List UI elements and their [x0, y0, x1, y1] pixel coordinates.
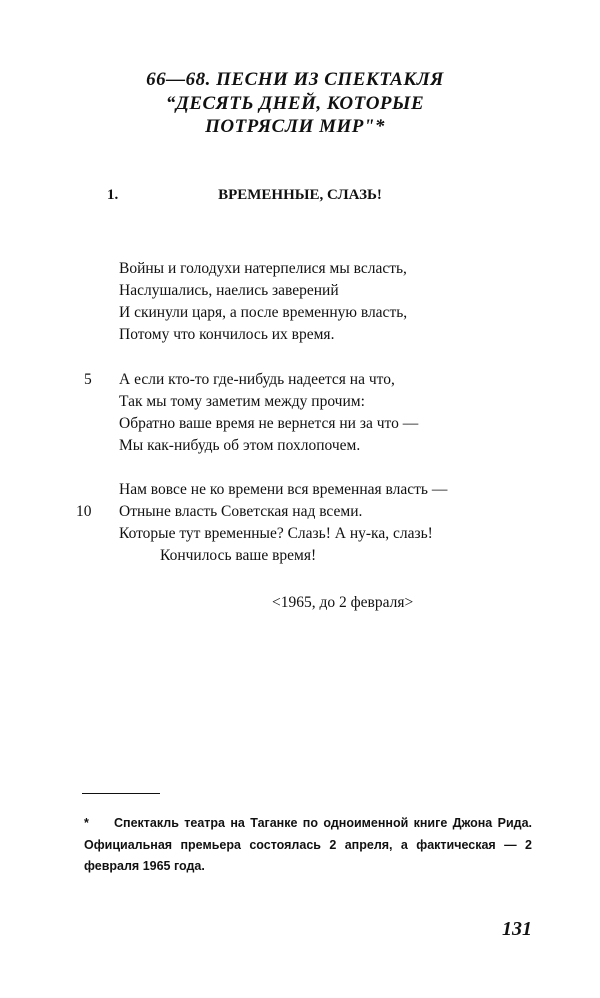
title-line: 66—68. ПЕСНИ ИЗ СПЕКТАКЛЯ — [146, 69, 444, 90]
poem-line: Отныне власть Советская над всеми. — [119, 503, 363, 520]
poem-line: А если кто-то где-нибудь надеется на что, — [119, 371, 395, 388]
footnote — [84, 813, 532, 878]
footnote-marker: * — [84, 816, 89, 830]
poem-line: Войны и голодухи натерпелися мы всласть, — [119, 260, 407, 277]
poem-line: Мы как-нибудь об этом похлопочем. — [119, 437, 361, 454]
poem-line: Потому что кончилось их время. — [119, 326, 335, 343]
poem-line: Обратно ваше время не вернется ни за что — — [119, 415, 419, 432]
poem-date: <1965, до 2 февраля> — [272, 594, 414, 611]
footnote-divider — [82, 793, 160, 794]
poem-line: Которые тут временные? Слазь! А ну-ка, слазь! — [119, 525, 433, 542]
poem-line: И скинули царя, а после временную власть, — [119, 304, 408, 321]
poem-line: Нам вовсе не ко времени вся временная власть — — [119, 481, 448, 498]
footnote-text: Спектакль театра на Таганке по одноименной книге Джона Рида. Официальная премьера состоялась 2 апреля, а фактическая — 2 февраля 1965 года. — [84, 816, 532, 873]
title-line: “ДЕСЯТЬ ДНЕЙ, КОТОРЫЕ — [165, 92, 425, 114]
page-number: 131 — [502, 918, 532, 940]
poem-line: Наслушались, наелись заверений — [119, 282, 339, 299]
poem-line: Кончилось ваше время! — [160, 547, 317, 564]
line-number: 5 — [84, 371, 92, 388]
poem-line: Так мы тому заметим между прочим: — [119, 393, 365, 410]
title-line: ПОТРЯСЛИ МИР"* — [205, 116, 385, 137]
poem-heading: ВРЕМЕННЫЕ, СЛАЗЬ! — [218, 187, 382, 203]
page-title — [70, 68, 520, 139]
line-number: 10 — [76, 503, 92, 520]
poem-number: 1. — [107, 187, 119, 203]
